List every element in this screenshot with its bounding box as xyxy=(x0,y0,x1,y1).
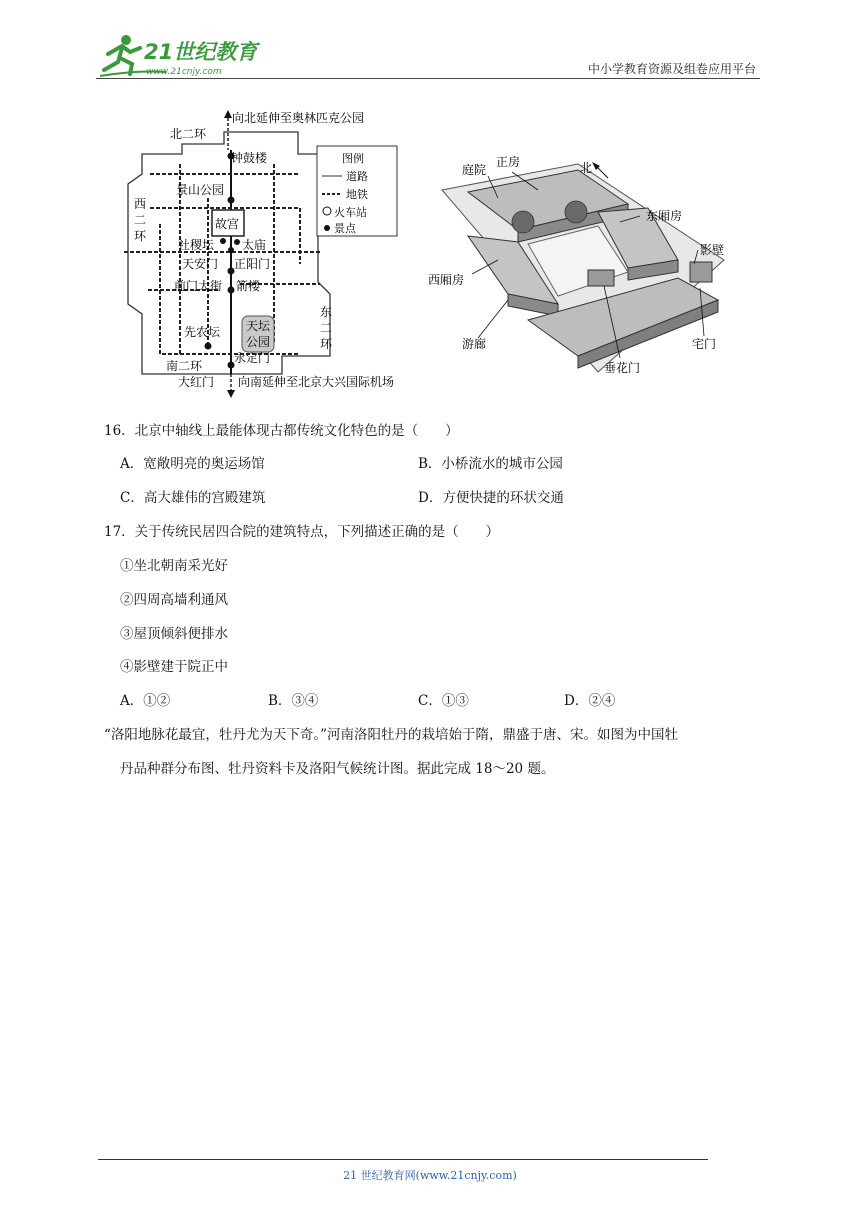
courtyard-label: 游廊 xyxy=(462,337,487,351)
legend-spot: 景点 xyxy=(334,222,356,235)
ring-w2-label: 环 xyxy=(134,229,147,243)
option-16-a[interactable]: A．宽敞明亮的奥运场馆 xyxy=(120,456,265,472)
courtyard-label: 北 xyxy=(580,161,593,175)
place-label: 箭楼 xyxy=(236,279,261,293)
place-label: 先农坛 xyxy=(184,325,221,339)
question-16-stem: 16．北京中轴线上最能体现古都传统文化特色的是（ ） xyxy=(104,423,459,439)
option-17-c[interactable]: C．①③ xyxy=(418,693,469,709)
ring-e2-label: 环 xyxy=(320,337,333,351)
option-16-c[interactable]: C．高大雄伟的宫殿建筑 xyxy=(120,490,266,506)
ring-w2-label: 西 xyxy=(134,197,147,211)
logo-url: www.21cnjy.com xyxy=(146,67,222,77)
statement-2: ②四周高墙利通风 xyxy=(120,592,228,608)
place-label: 大红门 xyxy=(178,375,215,389)
header-platform-text: 中小学教育资源及组卷应用平台 xyxy=(587,62,756,76)
legend-title: 图例 xyxy=(342,152,364,165)
logo xyxy=(96,32,266,78)
place-label: 天安门 xyxy=(182,257,219,271)
courtyard-label: 宅门 xyxy=(692,337,717,351)
ring-n2-label: 北二环 xyxy=(170,127,207,141)
passage-line-1: “洛阳地脉花最宜，牡丹尤为天下奇。”河南洛阳牡丹的栽培始于隋，鼎盛于唐、宋。如图为中国牡 xyxy=(104,727,679,743)
place-label: 永定门 xyxy=(234,351,271,365)
place-label: 天坛 xyxy=(246,319,271,333)
question-17-stem: 17．关于传统民居四合院的建筑特点，下列描述正确的是（ ） xyxy=(104,524,500,540)
courtyard-label: 东厢房 xyxy=(646,209,683,223)
header-divider xyxy=(96,78,760,79)
statement-1: ①坐北朝南采光好 xyxy=(120,558,228,574)
siheyuan-illustration xyxy=(428,150,728,382)
passage-line-2: 丹品种群分布图、牡丹资料卡及洛阳气候统计图。据此完成 18～20 题。 xyxy=(120,761,555,777)
ring-e2-label: 二 xyxy=(320,321,333,335)
courtyard-label: 垂花门 xyxy=(604,361,641,375)
page-header xyxy=(96,32,760,78)
ring-s2-label: 南二环 xyxy=(166,359,203,373)
north-extension-label: 向北延伸至奥林匹克公园 xyxy=(232,111,365,125)
place-label: 前门大街 xyxy=(174,279,223,293)
courtyard-label: 正房 xyxy=(496,155,521,169)
logo-title: 21世纪教育 xyxy=(144,40,258,64)
option-17-a[interactable]: A．①② xyxy=(120,693,171,709)
place-label: 公园 xyxy=(246,335,271,349)
place-label: 故宫 xyxy=(215,217,240,231)
option-16-b[interactable]: B．小桥流水的城市公园 xyxy=(418,456,563,472)
place-label: 景山公园 xyxy=(176,183,225,197)
place-label: 正阳门 xyxy=(234,257,271,271)
legend-station: 火车站 xyxy=(334,206,367,219)
ring-w2-label: 二 xyxy=(134,213,147,227)
place-label: 钟鼓楼 xyxy=(231,151,268,165)
footer-divider xyxy=(98,1159,708,1160)
legend-road: 道路 xyxy=(346,170,368,183)
south-extension-label: 向南延伸至北京大兴国际机场 xyxy=(238,375,395,389)
ring-e2-label: 东 xyxy=(320,305,333,319)
place-label: 太庙 xyxy=(242,238,267,252)
courtyard-label: 庭院 xyxy=(462,163,487,177)
option-16-d[interactable]: D．方便快捷的环状交通 xyxy=(418,490,564,506)
courtyard-label: 西厢房 xyxy=(428,273,465,287)
legend-subway: 地铁 xyxy=(346,188,368,201)
option-17-b[interactable]: B．③④ xyxy=(268,693,319,709)
spot-dot-icon xyxy=(324,225,330,231)
place-label: 社稷坛 xyxy=(178,238,215,252)
option-17-d[interactable]: D．②④ xyxy=(564,693,616,709)
beijing-axis-map xyxy=(120,104,415,400)
statement-3: ③屋顶倾斜便排水 xyxy=(120,626,228,642)
statement-4: ④影壁建于院正中 xyxy=(120,659,228,675)
courtyard-label: 影壁 xyxy=(700,243,725,257)
footer-text[interactable]: 21 世纪教育网(www.21cnjy.com) xyxy=(343,1169,517,1182)
